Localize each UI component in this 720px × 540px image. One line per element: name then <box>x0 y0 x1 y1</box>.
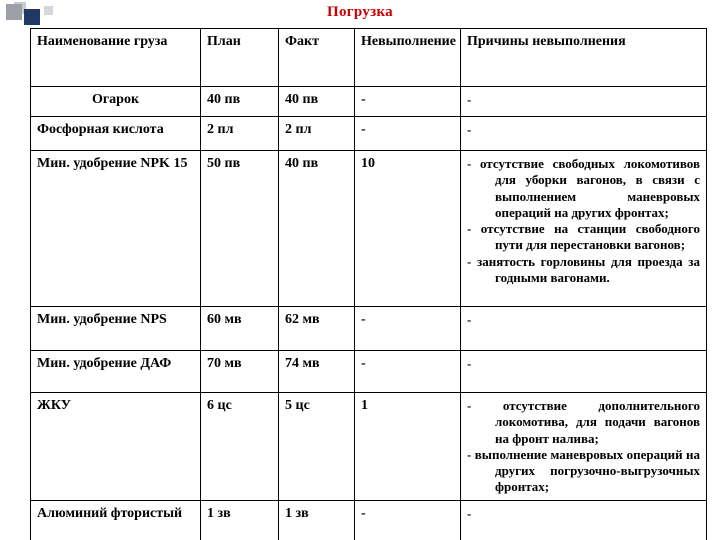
shortfall-cell: - <box>355 501 461 540</box>
fact-cell: 2 пл <box>279 117 355 151</box>
fact-cell: 62 мв <box>279 307 355 351</box>
reasons-cell <box>461 501 707 540</box>
slide-title: Погрузка <box>327 4 393 20</box>
cargo-cell: Мин. удобрение NPS <box>31 307 201 351</box>
cargo-cell: Алюминий фтористый <box>31 501 201 540</box>
reason-item: - <box>467 122 472 137</box>
shortfall-cell: - <box>355 117 461 151</box>
fact-cell: 1 зв <box>279 501 355 540</box>
reason-item: - <box>467 506 472 521</box>
cargo-cell: Мин. удобрение NPK 15 <box>31 151 201 307</box>
reason-item: - <box>467 356 472 371</box>
table-row <box>31 501 707 540</box>
header-cargo: Наименование груза <box>31 29 201 87</box>
plan-cell: 70 мв <box>201 351 279 393</box>
plan-cell: 1 зв <box>201 501 279 540</box>
shortfall-cell: - <box>355 307 461 351</box>
header-fact: Факт <box>279 29 355 87</box>
reason-item: - выполнение маневровых операций на других погрузочно-выгрузочных фронтах; <box>467 446 700 495</box>
shortfall-cell: - <box>355 351 461 393</box>
header-plan: План <box>201 29 279 87</box>
reason-item: - <box>467 92 472 107</box>
reason-item: - занятость горловины для проезда за годными вагонами. <box>467 253 700 285</box>
reason-item: - <box>467 312 472 327</box>
cargo-cell: Фосфорная кислота <box>31 117 201 151</box>
reason-item: - отсутствие дополнительного локомотива, для подачи вагонов на фронт налива; <box>467 398 700 446</box>
cargo-cell: Огарок <box>31 87 201 117</box>
shortfall-cell: 10 <box>355 151 461 307</box>
plan-cell: 50 пв <box>201 151 279 307</box>
table-row <box>31 87 707 117</box>
plan-cell: 6 цс <box>201 393 279 501</box>
fact-cell: 40 пв <box>279 87 355 117</box>
shortfall-cell: 1 <box>355 393 461 501</box>
cargo-cell: ЖКУ <box>31 393 201 501</box>
plan-cell: 60 мв <box>201 307 279 351</box>
reasons-cell <box>461 117 707 151</box>
table-row <box>31 351 707 393</box>
reasons-cell <box>461 393 707 501</box>
header-shortfall: Невыполнение <box>355 29 461 87</box>
fact-cell: 40 пв <box>279 151 355 307</box>
reasons-cell <box>461 151 707 307</box>
loading-table <box>30 28 707 540</box>
reason-item: - отсутствие свободных локомотивов для уборки вагонов, в связи с выполнением маневровых операций на других фронтах; <box>467 156 700 220</box>
header-reasons: Причины невыполнения <box>461 29 707 87</box>
shortfall-cell: - <box>355 87 461 117</box>
plan-cell: 40 пв <box>201 87 279 117</box>
reasons-cell <box>461 87 707 117</box>
fact-cell: 5 цс <box>279 393 355 501</box>
table-row <box>31 151 707 307</box>
table-row <box>31 307 707 351</box>
table-row <box>31 393 707 501</box>
plan-cell: 2 пл <box>201 117 279 151</box>
table-row <box>31 117 707 151</box>
fact-cell: 74 мв <box>279 351 355 393</box>
reasons-cell <box>461 307 707 351</box>
cargo-cell: Мин. удобрение ДАФ <box>31 351 201 393</box>
table-header-row <box>31 29 707 87</box>
reason-item: - отсутствие на станции свободного пути для перестановки вагонов; <box>467 221 700 253</box>
reasons-cell <box>461 351 707 393</box>
